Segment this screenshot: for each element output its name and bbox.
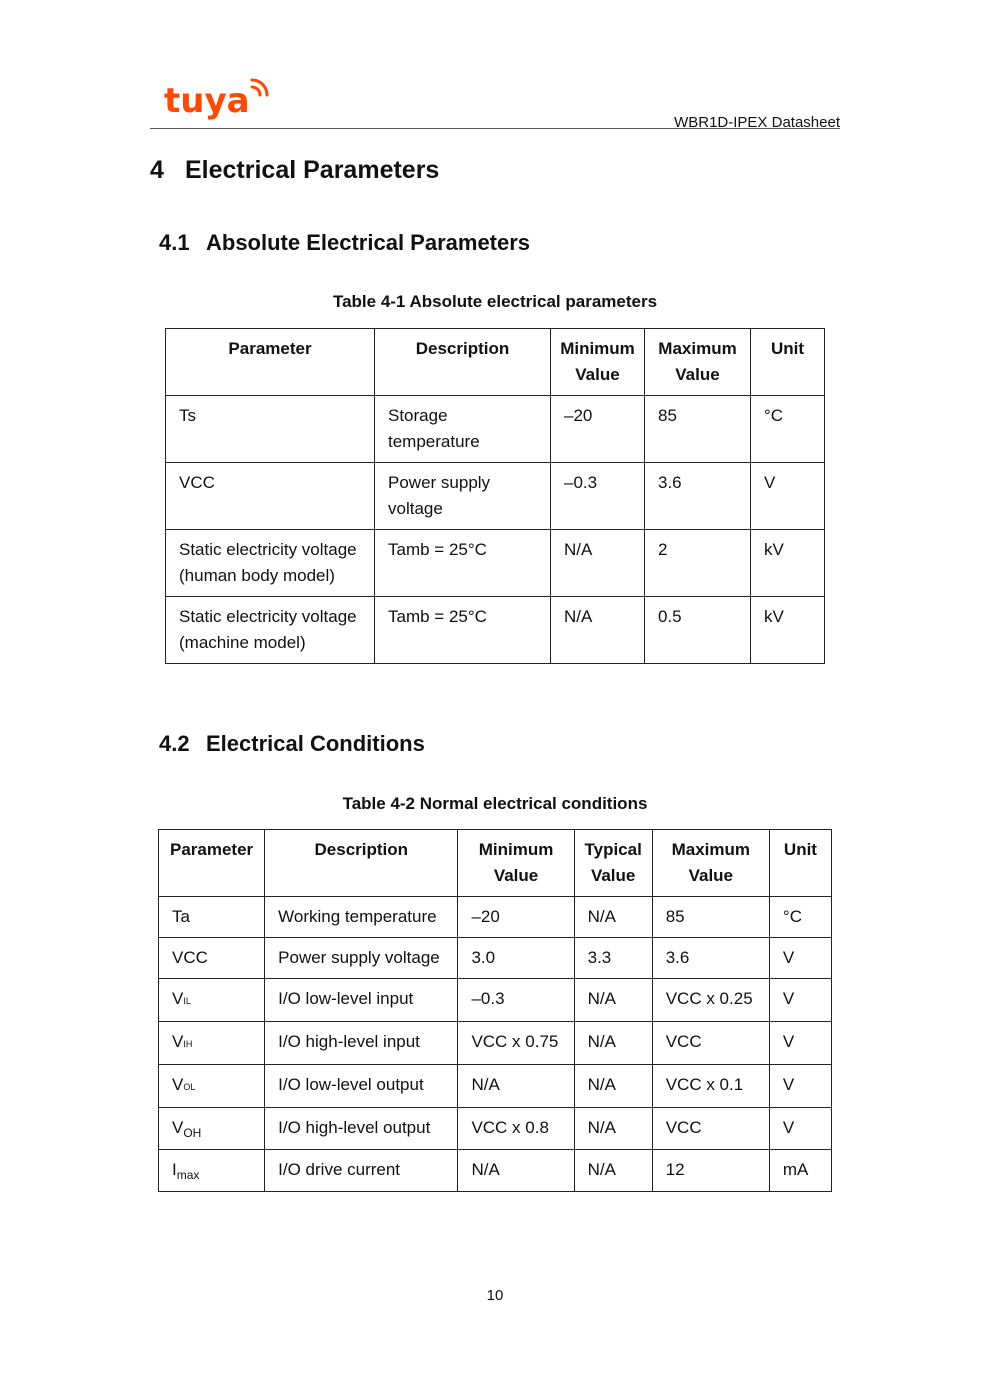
- table-header-cell: Typical Value: [574, 830, 652, 897]
- absolute-parameters-table: [165, 328, 825, 664]
- param-cell: $I_{max}$: [159, 1150, 265, 1192]
- param-cell: $V_{OH}$: [159, 1108, 265, 1150]
- page-number: 10: [486, 1287, 504, 1304]
- table-cell: –0.3: [551, 463, 645, 530]
- table-header-cell: Maximum Value: [645, 329, 751, 396]
- table-cell: N/A: [574, 1065, 652, 1108]
- table-cell: mA: [769, 1150, 831, 1192]
- table-cell: V: [769, 1022, 831, 1065]
- table-header-cell: Minimum Value: [551, 329, 645, 396]
- tuya-logo: [162, 78, 272, 130]
- table-cell: N/A: [458, 1150, 574, 1192]
- table-row: [159, 1108, 832, 1150]
- param-cell: VIL: [159, 979, 265, 1022]
- table-header-cell: Unit: [751, 329, 825, 396]
- table-cell: 3.0: [458, 938, 574, 979]
- table-cell: I/O high-level output: [265, 1108, 458, 1150]
- param-cell: VOL: [159, 1065, 265, 1108]
- param-subscript: OH: [183, 1126, 202, 1140]
- logo-text: tuya: [164, 81, 250, 121]
- table-cell: 3.3: [574, 938, 652, 979]
- table-cell: Tamb = 25°C: [375, 530, 551, 597]
- table-row: [166, 530, 825, 597]
- table-cell: I/O low-level output: [265, 1065, 458, 1108]
- table-cell: °C: [751, 396, 825, 463]
- table-header-cell: Minimum Value: [458, 830, 574, 897]
- param-subscript: IL: [183, 996, 191, 1006]
- table-header-cell: Parameter: [166, 329, 375, 396]
- table-row: [166, 463, 825, 530]
- table-cell: Power supply voltage: [265, 938, 458, 979]
- table-cell: N/A: [574, 979, 652, 1022]
- table-cell: N/A: [574, 897, 652, 938]
- table-cell: VCC: [652, 1108, 769, 1150]
- section-heading: [150, 156, 439, 185]
- table1-caption: Table 4-1 Absolute electrical parameters: [332, 292, 658, 311]
- table-cell: I/O drive current: [265, 1150, 458, 1192]
- table-cell: –0.3: [458, 979, 574, 1022]
- table-cell: VCC x 0.75: [458, 1022, 574, 1065]
- table-cell: Static electricity voltage (human body model): [166, 530, 375, 597]
- table-cell: I/O low-level input: [265, 979, 458, 1022]
- subsection-heading-1: [159, 230, 530, 256]
- param-cell: Ta: [159, 897, 265, 938]
- subsection-title: Absolute Electrical Parameters: [206, 230, 531, 255]
- table-row: [159, 1022, 832, 1065]
- param-subscript: max: [176, 1168, 200, 1182]
- subsection-heading-2: [159, 731, 425, 757]
- table-row: [159, 897, 832, 938]
- table-header-row: [166, 329, 825, 396]
- table-cell: N/A: [458, 1065, 574, 1108]
- electrical-conditions-table: [158, 829, 832, 1192]
- table-cell: N/A: [574, 1022, 652, 1065]
- table-header-row: [159, 830, 832, 897]
- param-cell: VCC: [159, 938, 265, 979]
- table-cell: –20: [551, 396, 645, 463]
- table2-caption: Table 4-2 Normal electrical conditions: [342, 794, 648, 813]
- subsection-number: 4.1: [159, 230, 190, 255]
- section-number: 4: [150, 156, 164, 184]
- table-cell: N/A: [574, 1150, 652, 1192]
- table-header-cell: Unit: [769, 830, 831, 897]
- subsection-title: Electrical Conditions: [206, 731, 425, 756]
- table-cell: °C: [769, 897, 831, 938]
- table-row: [159, 1150, 832, 1192]
- table-row: [159, 979, 832, 1022]
- subsection-number: 4.2: [159, 731, 190, 756]
- table-row: [159, 1065, 832, 1108]
- table-cell: VCC: [166, 463, 375, 530]
- table-cell: 0.5: [645, 597, 751, 664]
- table-header-cell: Maximum Value: [652, 830, 769, 897]
- table-cell: 12: [652, 1150, 769, 1192]
- table-header-cell: Parameter: [159, 830, 265, 897]
- table-cell: V: [769, 1065, 831, 1108]
- table-cell: Storage temperature: [375, 396, 551, 463]
- table-cell: –20: [458, 897, 574, 938]
- table-cell: kV: [751, 530, 825, 597]
- table-cell: N/A: [551, 530, 645, 597]
- table-cell: Static electricity voltage (machine model): [166, 597, 375, 664]
- table-cell: VCC: [652, 1022, 769, 1065]
- table-cell: VCC x 0.1: [652, 1065, 769, 1108]
- table-row: [159, 938, 832, 979]
- table-cell: VCC x 0.25: [652, 979, 769, 1022]
- table-cell: V: [769, 938, 831, 979]
- table-cell: 3.6: [645, 463, 751, 530]
- table-cell: N/A: [551, 597, 645, 664]
- table-cell: Ts: [166, 396, 375, 463]
- table-cell: Tamb = 25°C: [375, 597, 551, 664]
- param-subscript: OL: [183, 1082, 196, 1092]
- table-cell: kV: [751, 597, 825, 664]
- table-cell: 3.6: [652, 938, 769, 979]
- doc-title: WBR1D-IPEX Datasheet: [674, 114, 840, 131]
- table-cell: V: [769, 979, 831, 1022]
- table-cell: I/O high-level input: [265, 1022, 458, 1065]
- section-title: Electrical Parameters: [185, 156, 440, 184]
- table-header-cell: Description: [265, 830, 458, 897]
- table-header-cell: Description: [375, 329, 551, 396]
- table-row: [166, 597, 825, 664]
- table-cell: N/A: [574, 1108, 652, 1150]
- table-cell: VCC x 0.8: [458, 1108, 574, 1150]
- table-row: [166, 396, 825, 463]
- table-cell: 85: [645, 396, 751, 463]
- param-subscript: IH: [183, 1039, 193, 1049]
- table-cell: V: [769, 1108, 831, 1150]
- table-cell: V: [751, 463, 825, 530]
- table-cell: Power supply voltage: [375, 463, 551, 530]
- table-cell: Working temperature: [265, 897, 458, 938]
- param-cell: VIH: [159, 1022, 265, 1065]
- table-cell: 2: [645, 530, 751, 597]
- table-cell: 85: [652, 897, 769, 938]
